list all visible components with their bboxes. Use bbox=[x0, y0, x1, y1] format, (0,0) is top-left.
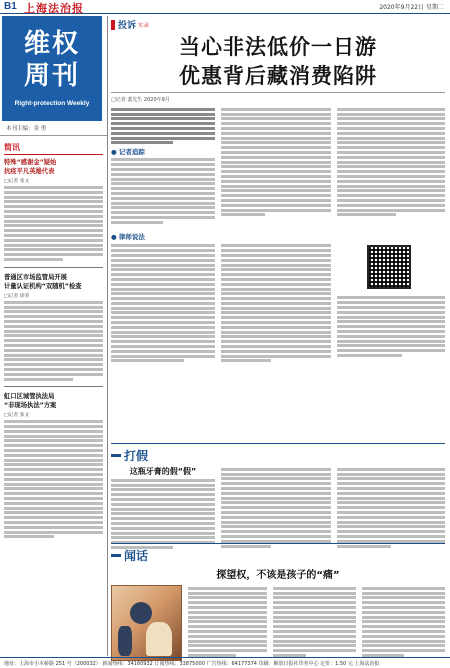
main-feature bbox=[111, 18, 445, 364]
brief-title: 特殊“感谢金”疑始 bbox=[4, 159, 57, 166]
lead-column bbox=[111, 106, 215, 226]
column-tag-label: 打假 bbox=[124, 449, 149, 463]
sidebar bbox=[0, 16, 107, 656]
section-heading: ● 律师说法 bbox=[111, 232, 145, 241]
footer-imprint: 地址：上海市小木桥路 251 号（200032） 新闻热线：34160932 订阅热线：33875000 广告热线：64177374 印刷：解放日报社印务中心 定价：1.50 元 上海法治报 bbox=[0, 657, 450, 668]
brief-title: 计量认证机构“双随机”检查 bbox=[4, 282, 82, 290]
body-column bbox=[111, 466, 215, 551]
wenhua-section bbox=[111, 540, 445, 661]
column-tag bbox=[111, 18, 445, 31]
body-column bbox=[273, 585, 356, 661]
headline-line-2: 优惠背后藏消费陷阱 bbox=[179, 64, 377, 88]
brief-title: 普通区市场监管局开展 bbox=[4, 273, 67, 281]
brief-item bbox=[0, 155, 107, 265]
section-title-line2: 周刊 bbox=[23, 61, 80, 91]
column-tag-label: 投诉 bbox=[118, 21, 137, 31]
body-column bbox=[337, 106, 445, 226]
section-title-line1: 维权 bbox=[23, 29, 80, 59]
brief-byline: □记者 张文 bbox=[4, 179, 30, 184]
qr-code-icon bbox=[367, 245, 411, 289]
body-column bbox=[221, 466, 331, 551]
column-tag-label: 闻话 bbox=[124, 549, 149, 563]
wenhua-headline: 探望权，不该是孩子的“痛” bbox=[216, 570, 340, 581]
masthead-bar bbox=[0, 0, 450, 14]
page-number: B1 bbox=[4, 1, 17, 12]
brief-title: 虹口区城管执法局 bbox=[4, 393, 55, 401]
editor-line: 本刊主编：金 勇 bbox=[0, 121, 107, 136]
headline-line-1: 当心非法低价一日游 bbox=[179, 35, 377, 59]
issue-date: 2020年9月22日 星期二 bbox=[379, 4, 444, 11]
paper-name: 上海法治报 bbox=[24, 2, 84, 15]
body-column bbox=[362, 585, 445, 661]
brief-item bbox=[0, 270, 107, 385]
body-column bbox=[188, 585, 267, 661]
brief-item bbox=[0, 389, 107, 542]
brief-title: 抗疫平凡英雄代表 bbox=[4, 168, 55, 175]
body-column bbox=[221, 243, 331, 365]
brief-heading: 简讯 bbox=[4, 142, 103, 155]
illustration-image bbox=[111, 585, 182, 661]
column-tag-sub: 实录 bbox=[138, 22, 150, 29]
feature-byline: □记者 裴先生 2020年9月 bbox=[111, 97, 170, 103]
body-column bbox=[337, 466, 445, 551]
dajia-section bbox=[111, 440, 445, 551]
column-separator bbox=[107, 16, 108, 656]
body-column bbox=[337, 243, 445, 365]
dajia-subhead: 这瓶牙膏的假“假” bbox=[129, 467, 197, 476]
body-column bbox=[221, 106, 331, 226]
brief-byline: □记者 张文 bbox=[4, 413, 30, 419]
brief-byline: □记者 徐荣 bbox=[4, 293, 30, 299]
brief-title: “非现场执法”方案 bbox=[4, 402, 57, 410]
section-title-en: Right-protection Weekly bbox=[14, 100, 90, 107]
section-heading: ● 记者追踪 bbox=[111, 148, 145, 157]
body-column bbox=[111, 243, 215, 365]
section-title-block bbox=[2, 16, 102, 121]
